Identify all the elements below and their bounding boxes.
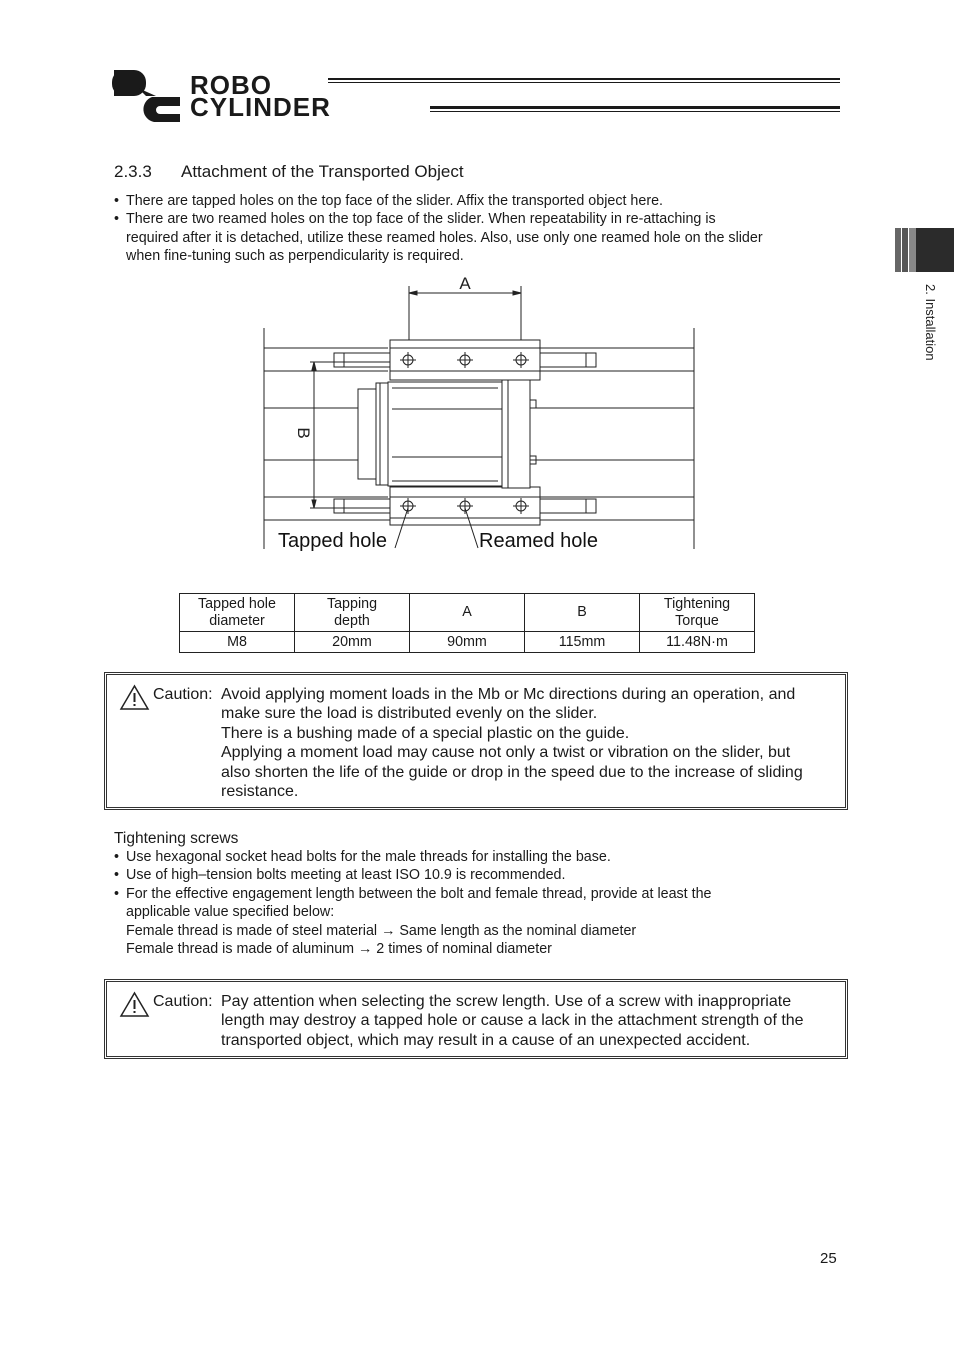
bullet-line: applicable value specified below: <box>126 904 335 921</box>
header-text: depth <box>334 612 370 629</box>
caution-line: Pay attention when selecting the screw length. Use of a screw with inappropriate <box>221 993 792 1010</box>
caution-line: transported object, which may result in a cause of an unexpected accident. <box>221 1031 751 1049</box>
caution-line: Avoid applying moment loads in the Mb or Mc directions during an operation, and <box>221 686 796 703</box>
value-cell: 20mm <box>295 632 410 653</box>
header-cell-torque <box>640 594 755 632</box>
dimension-b-label: B <box>294 427 313 439</box>
header-cell-b <box>525 594 640 632</box>
bullet-line: required after it is detached, utilize these reamed holes. Also, use only one reamed hole on the slider <box>126 229 763 246</box>
header-text: Tightening <box>663 595 731 612</box>
caution-line: There is a bushing made of a special plastic on the guide. <box>221 724 630 742</box>
warning-triangle-icon <box>119 991 150 1018</box>
attachment-spec-table <box>179 593 755 653</box>
header-text: diameter <box>209 612 265 629</box>
caution-line: resistance. <box>221 783 299 801</box>
caution-line: Applying a moment load may cause not only a twist or vibration on the slider, but <box>221 744 791 762</box>
list-item <box>114 848 854 866</box>
table-row <box>180 632 755 653</box>
header-text: B <box>577 604 587 620</box>
caution-line: also shorten the life of the guide or drop in the speed due to the increase of sliding <box>221 763 803 781</box>
robo-cylinder-logo <box>112 70 842 122</box>
value-cell: 11.48N·m <box>640 632 755 653</box>
page-number: 25 <box>820 1250 837 1267</box>
list-item <box>114 210 854 265</box>
bullet-line: Female thread is made of steel material → Same length as the nominal diameter <box>126 922 637 939</box>
header-text: Tapped hole <box>198 595 276 612</box>
section-title: Attachment of the Transported Object <box>181 162 464 181</box>
caution-label: Caution: <box>153 993 213 1010</box>
caution-message <box>221 685 841 801</box>
caution-box-screw-length <box>104 979 848 1059</box>
bullet-line: Female thread is made of aluminum → 2 times of nominal diameter <box>126 941 552 958</box>
logo-text-robo: ROBO <box>190 70 272 100</box>
table-header-row <box>180 594 755 632</box>
header-text: Tapping <box>326 595 378 612</box>
caution-label: Caution: <box>153 686 213 703</box>
list-item <box>114 866 854 884</box>
dimension-a-label: A <box>459 274 471 293</box>
section-number: 2.3.3 <box>114 162 152 181</box>
bullet-line: • Use hexagonal socket head bolts for the male threads for installing the base. <box>126 849 611 865</box>
list-item <box>114 885 854 959</box>
tapped-hole-label: Tapped hole <box>278 530 387 552</box>
reamed-hole-label: Reamed hole <box>479 530 598 552</box>
chapter-tab-marker <box>895 228 954 272</box>
caution-box-moment-load <box>104 672 848 810</box>
bullet-line: when fine-tuning such as perpendicularity is required. <box>126 248 464 265</box>
caution-line: length may destroy a tapped hole or cause a lack in the attachment strength of the <box>221 1012 804 1030</box>
section-heading <box>114 162 464 182</box>
caution-line: make sure the load is distributed evenly on the slider. <box>221 705 598 723</box>
list-item <box>114 192 854 210</box>
tightening-bullet-list <box>114 848 854 958</box>
bullet-line: • Use of high–tension bolts meeting at least ISO 10.9 is recommended. <box>126 867 566 884</box>
caution-message <box>221 992 841 1050</box>
warning-triangle-icon <box>119 684 150 711</box>
header-cell-hole-diameter <box>180 594 295 632</box>
tightening-screws-heading: Tightening screws <box>114 830 239 847</box>
chapter-tab-label: 2. Installation <box>923 284 938 361</box>
intro-bullet-list <box>114 192 854 266</box>
bullet-line: • For the effective engagement length between the bolt and female thread, provide at least the <box>126 885 712 902</box>
slider-attachment-diagram <box>250 270 710 560</box>
header-cell-tapping-depth <box>295 594 410 632</box>
header-text: Torque <box>675 612 719 629</box>
header-text: A <box>462 604 472 620</box>
value-cell: M8 <box>180 632 295 653</box>
logo-text-cylinder: CYLINDER <box>190 92 331 122</box>
bullet-line: • There are tapped holes on the top face of the slider. Affix the transported object here. <box>126 193 664 209</box>
value-cell: 90mm <box>410 632 525 653</box>
header-cell-a <box>410 594 525 632</box>
value-cell: 115mm <box>525 632 640 653</box>
bullet-line: • There are two reamed holes on the top face of the slider. When repeatability in re-attaching is <box>126 211 716 228</box>
